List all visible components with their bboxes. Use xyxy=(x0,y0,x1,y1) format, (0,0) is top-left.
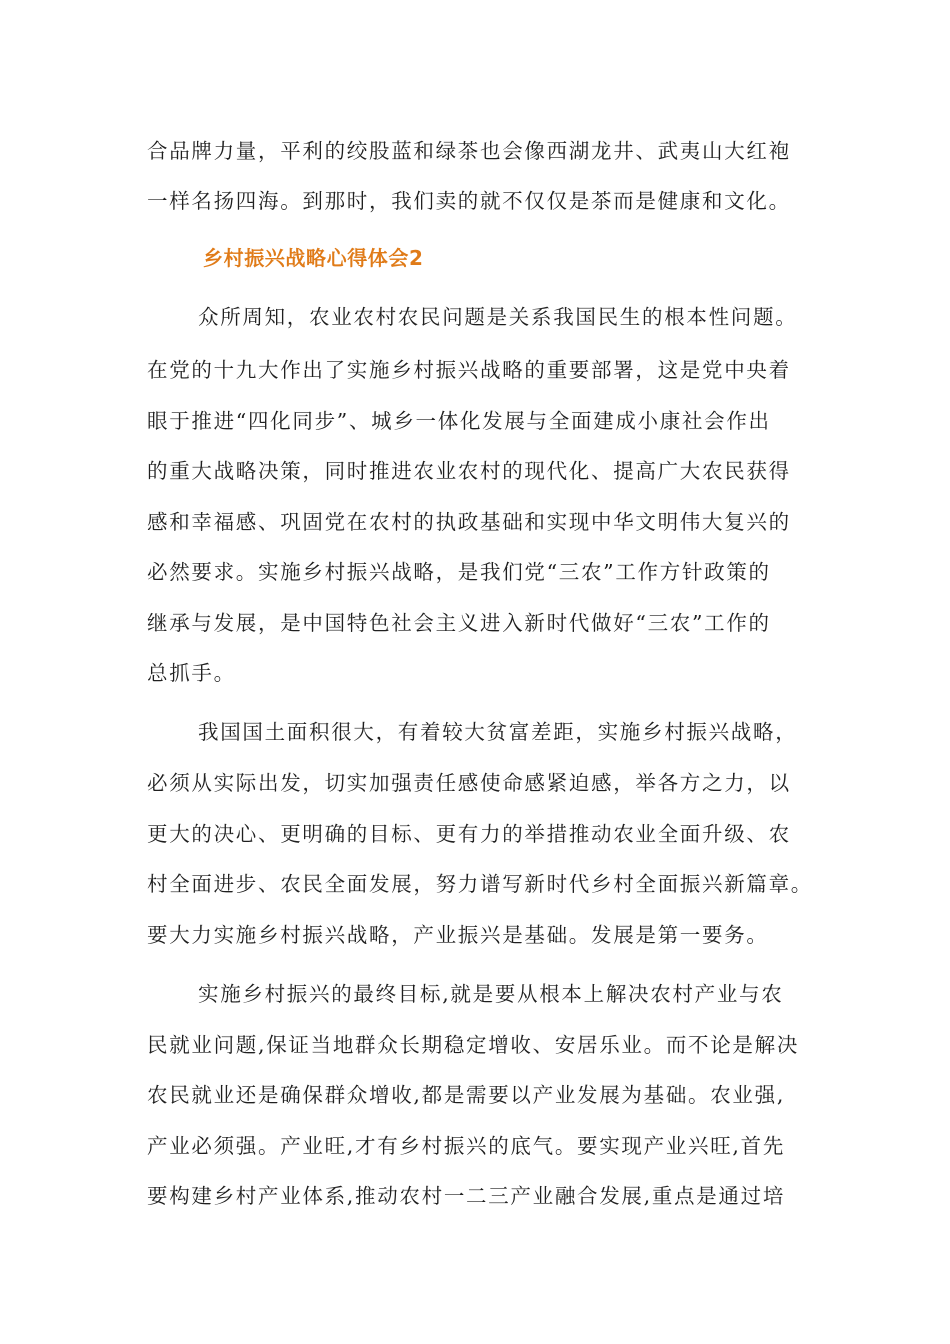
section-heading: 乡村振兴战略心得体会2 xyxy=(203,246,424,270)
paragraph-3-line-5: 要构建乡村产业体系,推动农村一二三产业融合发展,重点是通过培 xyxy=(147,1184,786,1208)
paragraph-2-line-5: 要大力实施乡村振兴战略，产业振兴是基础。发展是第一要务。 xyxy=(147,923,769,947)
paragraph-1-line-4: 的重大战略决策，同时推进农业农村的现代化、提高广大农民获得 xyxy=(147,459,791,483)
paragraph-2-line-3: 更大的决心、更明确的目标、更有力的举措推动农业全面升级、农 xyxy=(147,822,791,846)
paragraph-2-line-4: 村全面进步、农民全面发展，努力谱写新时代乡村全面振兴新篇章。 xyxy=(147,872,813,896)
paragraph-1-line-3: 眼于推进“四化同步”、城乡一体化发展与全面建成小康社会作出 xyxy=(147,409,771,433)
paragraph-3-line-2: 民就业问题,保证当地群众长期稳定增收、安居乐业。而不论是解决 xyxy=(147,1033,800,1057)
paragraph-3-line-4: 产业必须强。产业旺,才有乡村振兴的底气。要实现产业兴旺,首先 xyxy=(147,1134,786,1158)
paragraph-2-line-1: 我国国土面积很大，有着较大贫富差距，实施乡村振兴战略， xyxy=(198,720,798,744)
paragraph-1-line-2: 在党的十九大作出了实施乡村振兴战略的重要部署，这是党中央着 xyxy=(147,358,791,382)
paragraph-1-line-5: 感和幸福感、巩固党在农村的执政基础和实现中华文明伟大复兴的 xyxy=(147,510,791,534)
paragraph-3-line-3: 农民就业还是确保群众增收,都是需要以产业发展为基础。农业强, xyxy=(147,1083,786,1107)
paragraph-1-line-6: 必然要求。实施乡村振兴战略，是我们党“三农”工作方针政策的 xyxy=(147,560,771,584)
paragraph-1-line-7: 继承与发展，是中国特色社会主义进入新时代做好“三农”工作的 xyxy=(147,611,771,635)
intro-line-2: 一样名扬四海。到那时，我们卖的就不仅仅是茶而是健康和文化。 xyxy=(147,189,791,213)
paragraph-1-line-8: 总抓手。 xyxy=(147,661,236,685)
paragraph-2-line-2: 必须从实际出发，切实加强责任感使命感紧迫感，举各方之力，以 xyxy=(147,771,791,795)
paragraph-3-line-1: 实施乡村振兴的最终目标,就是要从根本上解决农村产业与农 xyxy=(198,982,784,1006)
paragraph-1-line-1: 众所周知，农业农村农民问题是关系我国民生的根本性问题。 xyxy=(198,305,798,329)
intro-line-1: 合品牌力量，平利的绞股蓝和绿茶也会像西湖龙井、武夷山大红袍 xyxy=(147,139,791,163)
